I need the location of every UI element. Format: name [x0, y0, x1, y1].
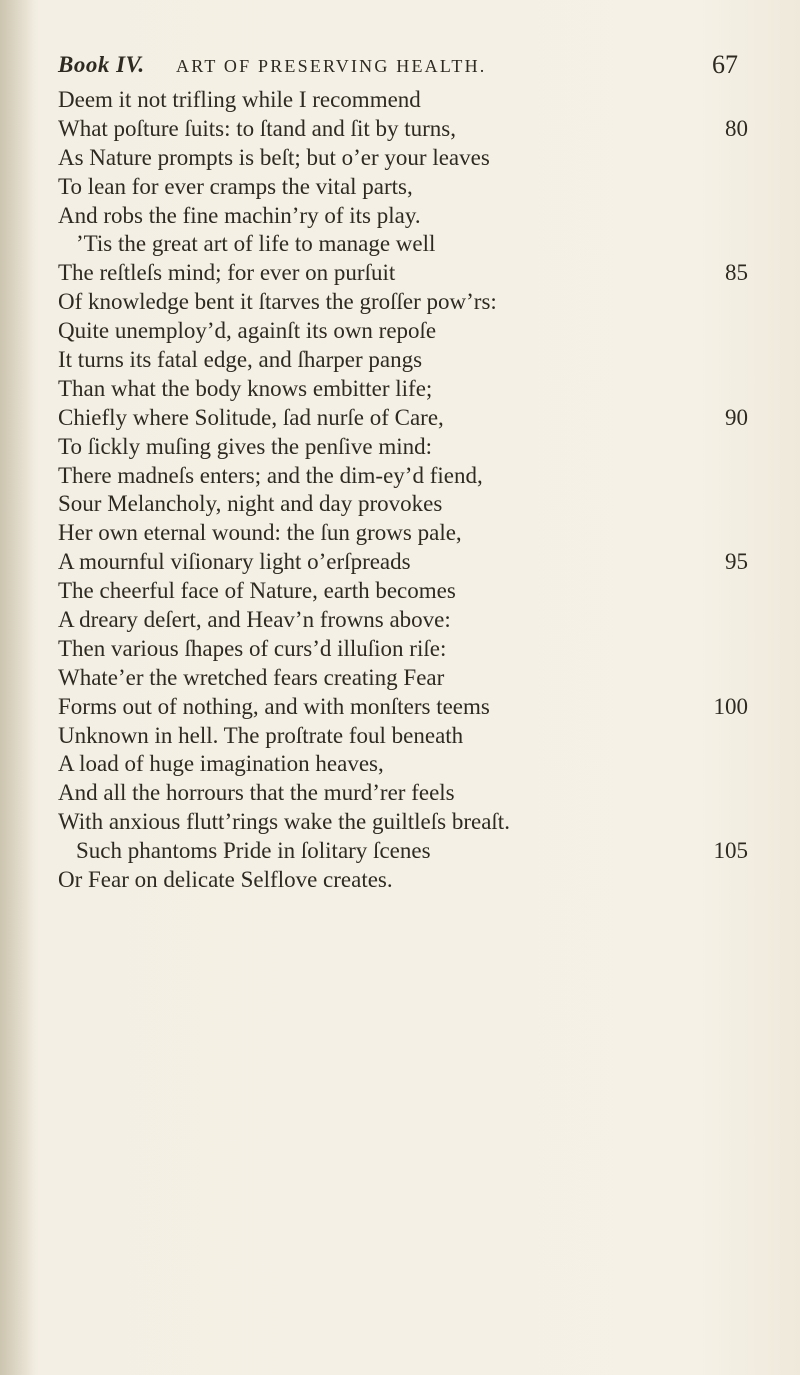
- verse-line: [58, 779, 748, 808]
- verse-line: [58, 230, 748, 259]
- verse-line: [58, 173, 748, 202]
- verse-line: [58, 375, 748, 404]
- verse-line: [58, 664, 748, 693]
- verse-text: Unknown in hell. The proſtrate foul beneath: [58, 722, 464, 748]
- verse-line: [58, 317, 748, 346]
- verse-line: [58, 635, 748, 664]
- line-number: 85: [725, 260, 748, 286]
- verse-line: [58, 115, 748, 144]
- page-number: 67: [712, 50, 738, 79]
- verse-text: Such phantoms Pride in ſolitary ſcenes: [76, 838, 431, 864]
- line-number: 90: [725, 404, 748, 430]
- line-number: 100: [713, 693, 748, 719]
- verse-line: [58, 433, 748, 462]
- line-number: 80: [725, 115, 748, 141]
- verse-text: Sour Melancholy, night and day provokes: [58, 491, 443, 517]
- verse-line: [58, 722, 748, 751]
- verse-text: As Nature prompts is beſt; but o’er your leaves: [58, 144, 490, 170]
- verse-line: [58, 202, 748, 231]
- verse-line: [58, 866, 748, 895]
- verse-text: Then various ſhapes of curs’d illuſion riſe:: [58, 635, 447, 661]
- verse-text: Deem it not trifling while I recommend: [58, 87, 421, 112]
- verse-line: [58, 577, 748, 606]
- verse-line: [58, 606, 748, 635]
- running-title: ART OF PRESERVING HEALTH.: [176, 56, 487, 76]
- verse-line: [58, 259, 748, 288]
- verse-text: To lean for ever cramps the vital parts,: [58, 173, 413, 199]
- poem-text: [58, 86, 748, 895]
- book-number: Book IV.: [58, 52, 145, 77]
- verse-text: Of knowledge bent it ſtarves the groſſer pow’rs:: [58, 289, 497, 315]
- verse-text: Chiefly where Solitude, ſad nurſe of Care,: [58, 404, 444, 430]
- gutter-shadow: [0, 0, 36, 1375]
- verse-line: [58, 490, 748, 519]
- line-number: 105: [713, 838, 748, 864]
- verse-text: And all the horrours that the murd’rer feels: [58, 780, 455, 806]
- verse-text: With anxious flutt’rings wake the guiltleſs breaſt.: [58, 809, 510, 835]
- verse-line: [58, 86, 748, 115]
- verse-text: And robs the fine machin’ry of its play.: [58, 202, 421, 228]
- verse-line: [58, 462, 748, 491]
- verse-line: [58, 750, 748, 779]
- verse-line: [58, 693, 748, 722]
- verse-text: The cheerful face of Nature, earth becomes: [58, 578, 456, 604]
- verse-text: Quite unemploy’d, againſt its own repoſe: [58, 318, 437, 344]
- verse-text: The reſtleſs mind; for ever on purſuit: [58, 260, 396, 286]
- verse-line: [58, 144, 748, 173]
- verse-text: What poſture ſuits: to ſtand and ſit by turns,: [58, 115, 456, 141]
- verse-text: A dreary deſert, and Heav’n frowns above:: [58, 607, 451, 633]
- verse-line: [58, 808, 748, 837]
- verse-text: A load of huge imagination heaves,: [58, 751, 384, 777]
- verse-line: [58, 837, 748, 866]
- verse-line: [58, 346, 748, 375]
- line-number: 95: [725, 549, 748, 575]
- verse-text: ’Tis the great art of life to manage well: [76, 231, 436, 257]
- verse-text: Or Fear on delicate Selflove creates.: [58, 867, 393, 893]
- verse-text: Than what the body knows embitter life;: [58, 375, 433, 401]
- verse-line: [58, 548, 748, 577]
- verse-line: [58, 288, 748, 317]
- verse-text: Whate’er the wretched fears creating Fear: [58, 664, 445, 690]
- verse-text: There madneſs enters; and the dim-ey’d fiend,: [58, 462, 483, 488]
- verse-line: [58, 404, 748, 433]
- verse-text: Her own eternal wound: the ſun grows pale,: [58, 520, 462, 546]
- verse-text: Forms out of nothing, and with monſters teems: [58, 693, 490, 719]
- verse-line: [58, 519, 748, 548]
- verse-text: A mournful viſionary light o’erſpreads: [58, 549, 411, 575]
- verse-text: To ſickly muſing gives the penſive mind:: [58, 433, 433, 459]
- verse-text: It turns its fatal edge, and ſharper pangs: [58, 347, 423, 373]
